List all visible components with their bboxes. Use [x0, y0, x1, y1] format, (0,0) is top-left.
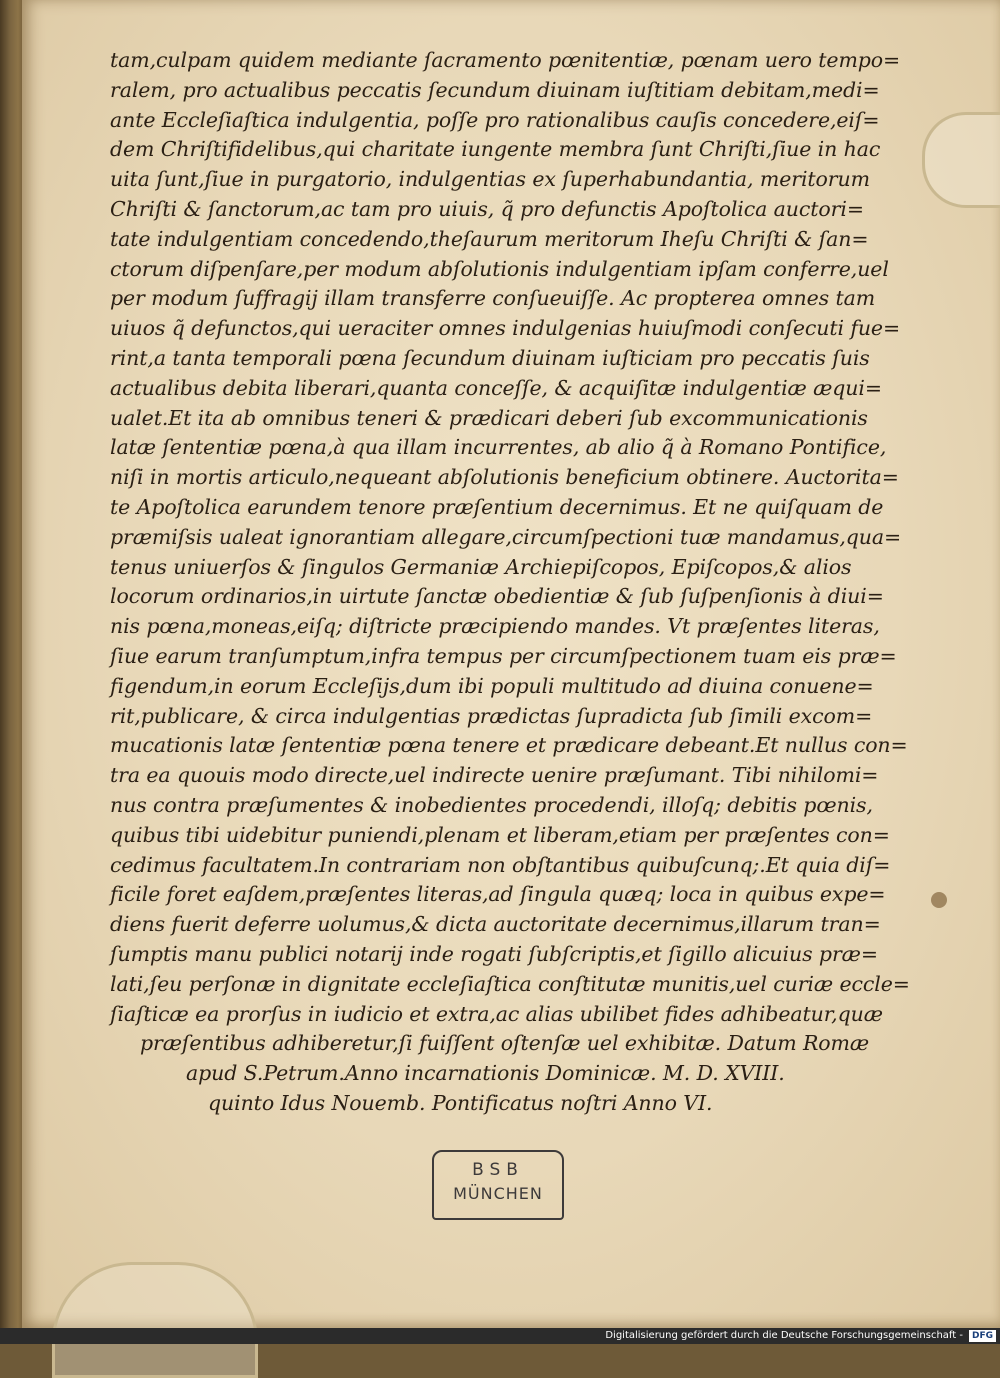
text-line: diens fuerit deferre uolumus,& dicta auctoritate decernimus,illarum tran= — [110, 912, 881, 937]
dfg-logo: DFG — [969, 1330, 996, 1342]
text-line: actualibus debita liberari,quanta conceſſe, & acquiſitæ indulgentiæ æqui= — [110, 375, 882, 400]
text-line: tenus uniuerſos & ſingulos Germaniæ Archiepiſcopos, Epiſcopos,& alios — [110, 554, 852, 579]
text-line: cedimus facultatem.In contrariam non obſtantibus quibuſcunq;.Et quia diſ= — [110, 852, 891, 877]
text-line: rint,a tanta temporali pœna ſecundum diuinam iuſticiam pro peccatis ſuis — [110, 345, 870, 370]
text-line: ſumptis manu publici notarij inde rogati ſubſcriptis,et ſigillo alicuius præ= — [110, 941, 878, 966]
text-line: ualet.Et ita ab omnibus teneri & prædicari deberi ſub excommunicationis — [110, 405, 868, 430]
page-hole — [931, 892, 947, 908]
closing-line: apud S.Petrum.Anno incarnationis Dominicæ. M. D. XVIII. — [186, 1061, 785, 1086]
text-line: latæ ſententiæ pœna,à qua illam incurrentes, ab alio q̃ à Romano Pontifice, — [110, 435, 887, 460]
text-line: ralem, pro actualibus peccatis ſecundum diuinam iuſtitiam debitam,medi= — [110, 77, 880, 102]
text-line: ante Eccleſiaſtica indulgentia, poſſe pro rationalibus cauſis concedere,eiſ= — [110, 107, 880, 132]
text-line: quibus tibi uidebitur puniendi,plenam et liberam,etiam per præſentes con= — [110, 822, 890, 847]
text-line: ctorum diſpenſare,per modum abſolutionis indulgentiam ipſam conferre,uel — [110, 256, 889, 281]
text-line: nis pœna,moneas,eiſq; diſtricte præcipiendo mandes. Vt præſentes literas, — [110, 614, 880, 639]
page-clip-bottom — [52, 1262, 258, 1378]
closing-line: quinto Idus Nouemb. Pontificatus noſtri Anno VI. — [208, 1090, 713, 1115]
text-line: præmiſsis ualeat ignorantiam allegare,circumſpectioni tuæ mandamus,qua= — [110, 524, 902, 549]
text-line: tate indulgentiam concedendo,theſaurum meritorum Iheſu Chriſti & ſan= — [110, 226, 869, 251]
stamp-text: MÜNCHEN — [453, 1184, 543, 1203]
text-line: uiuos q̃ defunctos,qui ueraciter omnes indulgenias huiuſmodi conſecuti fue= — [110, 316, 901, 341]
text-line: Chriſti & ſanctorum,ac tam pro uiuis, q̃ pro defunctis Apoſtolica auctori= — [110, 196, 864, 221]
closing-line: præſentibus adhiberetur,ſi fuiſſent oſtenſæ uel exhibitæ. Datum Romæ — [140, 1031, 870, 1056]
scanned-page — [22, 0, 1000, 1328]
stamp-text: BSB — [472, 1160, 524, 1180]
text-line: mucationis latæ ſententiæ pœna tenere et prædicare debeant.Et nullus con= — [110, 733, 908, 758]
text-line: niſi in mortis articulo,nequeant abſolutionis beneficium obtinere. Auctorita= — [110, 465, 899, 490]
text-line: per modum ſuffragij illam transferre conſueuiſſe. Ac propterea omnes tam — [110, 286, 876, 311]
funding-footer — [0, 1328, 1000, 1344]
text-line: ficile foret eaſdem,præſentes literas,ad ſingula quæq; loca in quibus expe= — [110, 882, 886, 907]
funding-credit: Digitalisierung gefördert durch die Deutsche Forschungsgemeinschaft - — [605, 1330, 963, 1341]
text-line: figendum,in eorum Eccleſijs,dum ibi populi multitudo ad diuina conuene= — [110, 673, 874, 698]
page-clip-top — [922, 112, 1000, 208]
text-line: tra ea quouis modo directe,uel indirecte uenire præſumant. Tibi nihilomi= — [110, 763, 879, 788]
body-text — [110, 46, 910, 1119]
text-line: rit,publicare, & circa indulgentias prædictas ſupradicta ſub ſimili excom= — [110, 703, 873, 728]
text-line: lati,ſeu perſonæ in dignitate eccleſiaſtica conſtitutæ munitis,uel curiæ eccle= — [110, 971, 910, 996]
text-line: te Apoſtolica earundem tenore præſentium decernimus. Et ne quiſquam de — [110, 494, 884, 519]
text-line: nus contra præſumentes & inobedientes procedendi, illoſq; debitis pœnis, — [110, 792, 873, 817]
text-line: locorum ordinarios,in uirtute ſanctæ obedientiæ & ſub ſuſpenſionis à diui= — [110, 584, 884, 609]
text-line: ſiaſticæ ea prorſus in iudicio et extra,ac alias ubilibet fides adhibeatur,quæ — [110, 1001, 883, 1026]
text-line: ſiue earum tranſumptum,infra tempus per circumſpectionem tuam eis præ= — [110, 643, 897, 668]
text-line: uita ſunt,ſiue in purgatorio, indulgentias ex ſuperhabundantia, meritorum — [110, 167, 870, 192]
text-line: dem Chriſtifidelibus,qui charitate iungente membra ſunt Chriſti,ſiue in hac — [110, 137, 881, 162]
library-stamp — [432, 1150, 564, 1220]
text-line: tam,culpam quidem mediante ſacramento pœnitentiæ, pœnam uero tempo= — [110, 48, 901, 72]
